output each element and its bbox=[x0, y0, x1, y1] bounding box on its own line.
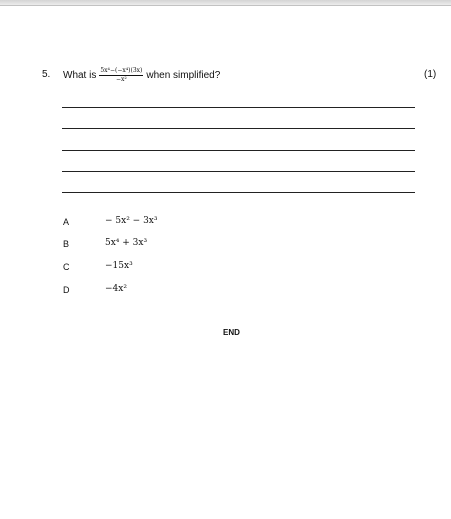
end-label: END bbox=[223, 328, 240, 337]
option-b-expression[interactable]: 5x⁴ + 3x³ bbox=[105, 238, 148, 248]
fraction-denominator: −x² bbox=[115, 76, 127, 83]
option-c-expression[interactable]: −15x³ bbox=[105, 261, 133, 271]
answer-line bbox=[62, 107, 415, 108]
option-d-expression[interactable]: −4x² bbox=[105, 284, 127, 294]
answer-line bbox=[62, 171, 415, 172]
option-a-expression[interactable]: − 5x² − 3x³ bbox=[105, 216, 158, 226]
question-fraction bbox=[99, 68, 143, 83]
fraction-numerator: 5x⁴−(−x⁴)(3x) bbox=[100, 67, 143, 74]
question-prefix: What is bbox=[63, 70, 97, 81]
question-suffix: when simplified? bbox=[146, 70, 221, 81]
option-b-letter[interactable]: B bbox=[63, 239, 70, 249]
answer-line bbox=[62, 192, 415, 193]
question-text bbox=[63, 68, 220, 83]
question-number: 5. bbox=[42, 69, 51, 80]
answer-line bbox=[62, 128, 415, 129]
top-edge-bar bbox=[0, 0, 451, 6]
answer-line bbox=[62, 150, 415, 151]
option-a-letter[interactable]: A bbox=[63, 217, 70, 227]
question-marks: (1) bbox=[424, 69, 437, 80]
option-c-letter[interactable]: C bbox=[63, 262, 70, 272]
option-d-letter[interactable]: D bbox=[63, 285, 70, 295]
